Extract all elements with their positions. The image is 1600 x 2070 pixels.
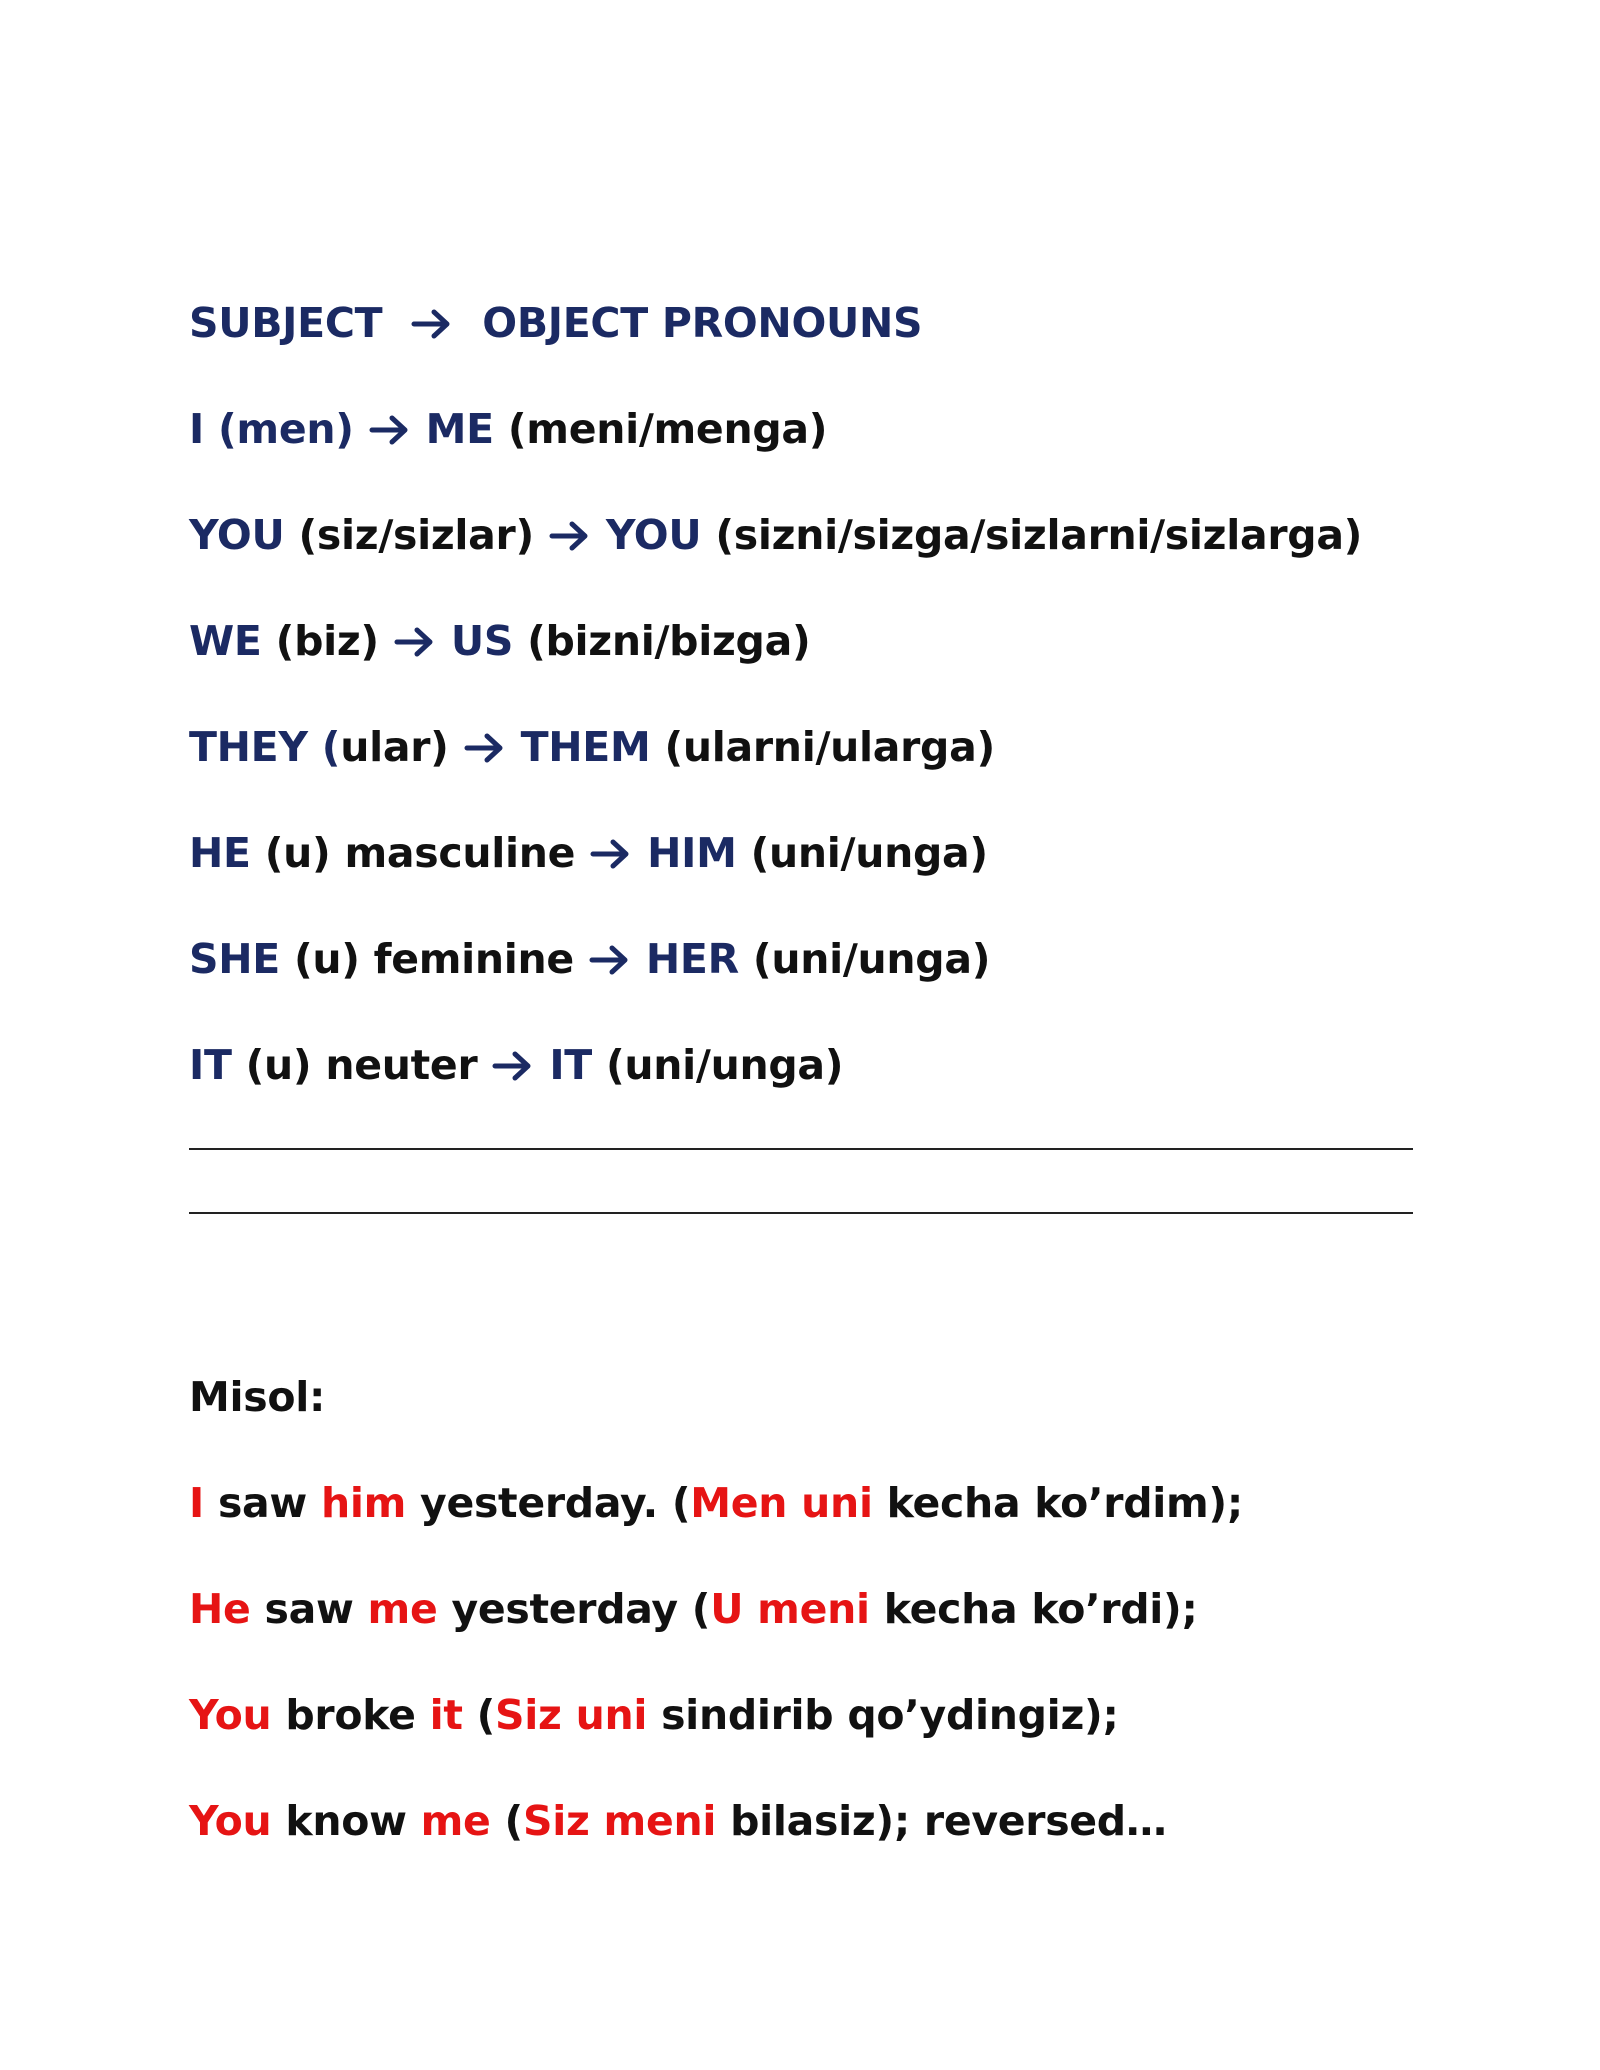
pronoun-row bbox=[189, 1035, 843, 1095]
example-part: ( bbox=[490, 1797, 523, 1845]
subject-translation-open: ( bbox=[321, 723, 341, 771]
object-translation: (sizni/sizga/sizlarni/sizlarga) bbox=[715, 511, 1363, 559]
example-part: He bbox=[189, 1585, 251, 1633]
divider-line bbox=[189, 1212, 1413, 1214]
object-pronoun: HER bbox=[645, 935, 739, 983]
subject-translation: (siz/sizlar) bbox=[298, 511, 534, 559]
example-part: ( bbox=[462, 1691, 496, 1739]
pronoun-row bbox=[189, 929, 990, 989]
example-part: Siz uni bbox=[495, 1691, 648, 1739]
subject-pronoun: HE bbox=[189, 829, 251, 877]
object-pronoun: US bbox=[450, 617, 514, 665]
example-part: broke bbox=[271, 1691, 430, 1739]
example-sentence bbox=[189, 1579, 1198, 1639]
heading-object: OBJECT PRONOUNS bbox=[482, 299, 923, 347]
object-pronoun: THEM bbox=[520, 723, 651, 771]
example-part: Men uni bbox=[690, 1479, 873, 1527]
right-arrow-icon bbox=[588, 943, 632, 977]
right-arrow-icon bbox=[463, 731, 507, 765]
example-part: know bbox=[271, 1797, 421, 1845]
example-part: saw bbox=[250, 1585, 368, 1633]
examples-label: Misol: bbox=[189, 1373, 326, 1421]
object-translation: (meni/menga) bbox=[507, 405, 828, 453]
example-sentence bbox=[189, 1791, 1167, 1851]
pronoun-row bbox=[189, 399, 827, 459]
right-arrow-icon bbox=[368, 413, 412, 447]
object-pronoun: ME bbox=[425, 405, 494, 453]
subject-translation: (u) masculine bbox=[264, 829, 576, 877]
right-arrow-icon bbox=[548, 519, 592, 553]
example-sentence bbox=[189, 1473, 1243, 1533]
object-translation: (ularni/ularga) bbox=[664, 723, 995, 771]
object-translation: (uni/unga) bbox=[750, 829, 988, 877]
example-part: You bbox=[189, 1797, 272, 1845]
object-translation: (uni/unga) bbox=[605, 1041, 844, 1089]
divider-line bbox=[189, 1148, 1413, 1150]
subject-translation: (men) bbox=[217, 405, 354, 453]
pronoun-row bbox=[189, 505, 1362, 565]
subject-translation: (u) neuter bbox=[245, 1041, 478, 1089]
heading bbox=[189, 293, 922, 353]
example-part: You bbox=[189, 1691, 272, 1739]
right-arrow-icon bbox=[393, 625, 437, 659]
example-part: me bbox=[420, 1797, 491, 1845]
right-arrow-icon bbox=[589, 837, 633, 871]
object-pronoun: HIM bbox=[647, 829, 737, 877]
subject-translation: (biz) bbox=[275, 617, 379, 665]
example-part: me bbox=[367, 1585, 438, 1633]
subject-pronoun: IT bbox=[189, 1041, 232, 1089]
example-part: kecha ko’rdi); bbox=[869, 1585, 1198, 1633]
subject-translation: ular) bbox=[340, 723, 449, 771]
heading-subject: SUBJECT bbox=[189, 299, 383, 347]
subject-pronoun: WE bbox=[189, 617, 262, 665]
example-part: bilasiz); reversed… bbox=[716, 1797, 1167, 1845]
example-part: saw bbox=[203, 1479, 321, 1527]
example-part: Siz meni bbox=[523, 1797, 717, 1845]
example-part: yesterday ( bbox=[437, 1585, 711, 1633]
example-part: kecha ko’rdim); bbox=[872, 1479, 1243, 1527]
object-pronoun: IT bbox=[549, 1041, 592, 1089]
object-translation: (bizni/bizga) bbox=[527, 617, 811, 665]
subject-pronoun: THEY bbox=[189, 723, 308, 771]
example-sentence bbox=[189, 1685, 1119, 1745]
subject-translation: (u) feminine bbox=[293, 935, 574, 983]
example-part: him bbox=[320, 1479, 407, 1527]
subject-pronoun: YOU bbox=[189, 511, 285, 559]
right-arrow-icon bbox=[410, 307, 454, 341]
example-part: sindirib qo’ydingiz); bbox=[647, 1691, 1119, 1739]
object-pronoun: YOU bbox=[605, 511, 702, 559]
object-translation: (uni/unga) bbox=[752, 935, 991, 983]
example-part: I bbox=[189, 1479, 204, 1527]
pronoun-row bbox=[189, 611, 810, 671]
right-arrow-icon bbox=[491, 1049, 535, 1083]
example-part: yesterday. ( bbox=[406, 1479, 691, 1527]
pronoun-row bbox=[189, 823, 988, 883]
example-part: U meni bbox=[710, 1585, 870, 1633]
example-part: it bbox=[429, 1691, 463, 1739]
pronoun-row bbox=[189, 717, 995, 777]
subject-pronoun: SHE bbox=[189, 935, 280, 983]
subject-pronoun: I bbox=[189, 405, 204, 453]
